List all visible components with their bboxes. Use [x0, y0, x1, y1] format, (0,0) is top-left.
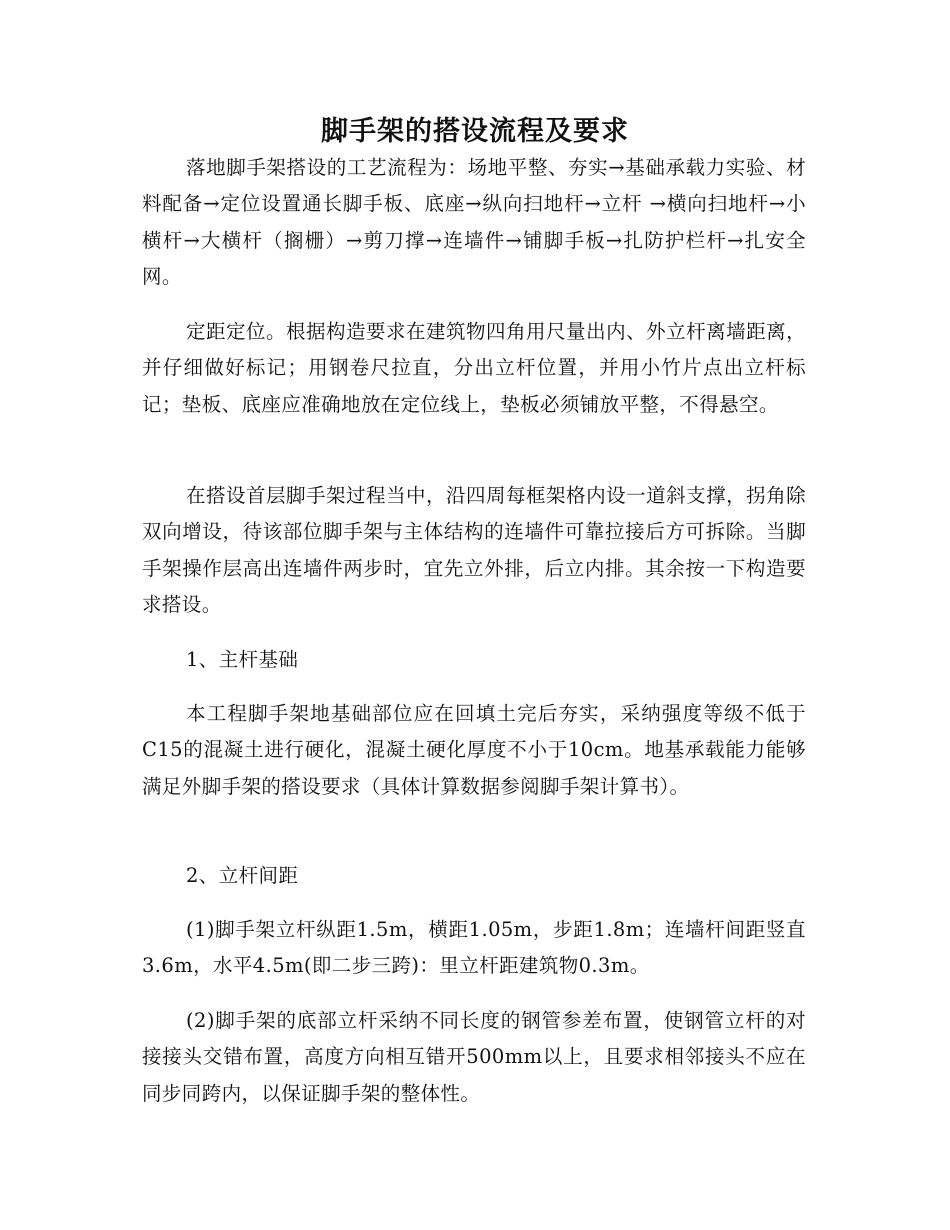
section-heading-spacing: 2、立杆间距 — [186, 864, 299, 887]
document-title: 脚手架的搭设流程及要求 — [321, 116, 629, 147]
paragraph-positioning: 定距定位。根据构造要求在建筑物四角用尺量出内、外立杆离墙距离，并仔细做好标记；用钢卷尺拉直，分出立杆位置，并用小竹片点出立杆标记；垫板、底座应准确地放在定位线上，垫板必须铺放平整，不得悬空。 — [142, 320, 806, 416]
paragraph-spacing-2: (2)脚手架的底部立杆采纳不同长度的钢管参差布置，使钢管立杆的对接接头交错布置，高度方向相互错开500mm以上，且要求相邻接头不应在同步同跨内，以保证脚手架的整体性。 — [142, 1009, 806, 1105]
paragraph-first-floor: 在搭设首层脚手架过程当中，沿四周每框架格内设一道斜支撑，拐角除双向增设，待该部位脚手架与主体结构的连墙件可靠拉接后方可拆除。当脚手架操作层高出连墙件两步时，宜先立外排，后立内排。其余按一下构造要求搭设。 — [142, 484, 806, 616]
section-heading-foundation: 1、主杆基础 — [186, 648, 299, 671]
paragraph-spacing-1: (1)脚手架立杆纵距1.5m，横距1.05m，步距1.8m；连墙杆间距竖直3.6m，水平4.5m(即二步三跨)：里立杆距建筑物0.3m。 — [142, 918, 806, 978]
paragraph-foundation: 本工程脚手架地基础部位应在回填土完后夯实，采纳强度等级不低于C15的混凝土进行硬化，混凝土硬化厚度不小于10cm。地基承载能力能够满足外脚手架的搭设要求（具体计算数据参阅脚手架计算书）。 — [142, 702, 806, 798]
paragraph-process-flow: 落地脚手架搭设的工艺流程为：场地平整、夯实→基础承载力实验、材料配备→定位设置通长脚手板、底座→纵向扫地杆→立杆 →横向扫地杆→小横杆→大横杆（搁栅）→剪刀撑→连墙件→铺脚手板→扎防护栏杆→扎安全网。 — [142, 156, 806, 288]
